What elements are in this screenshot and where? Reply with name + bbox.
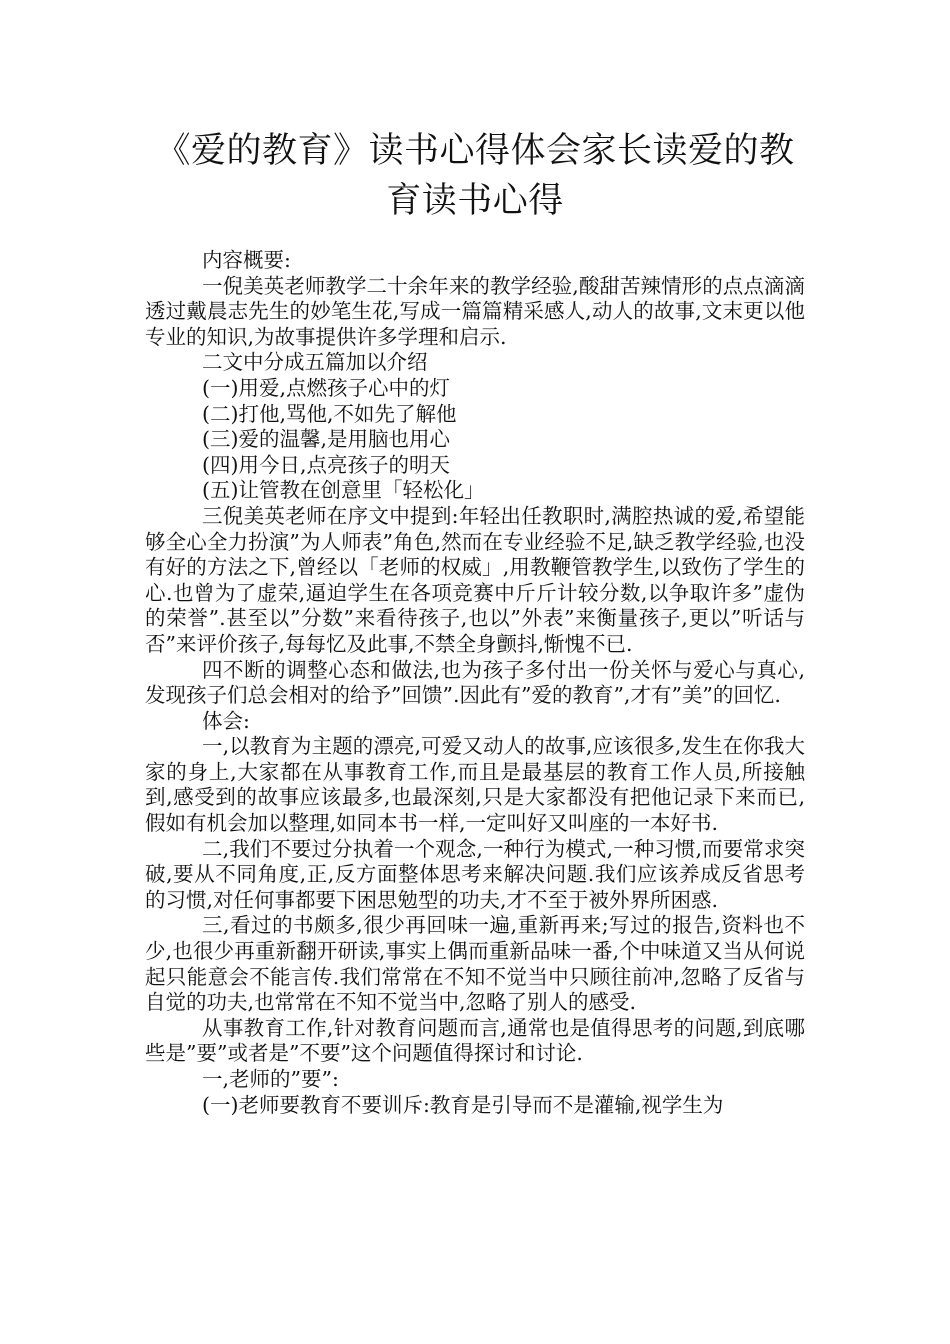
document-body: [145, 248, 805, 1118]
paragraph: 体会:: [202, 708, 250, 733]
paragraph: (一)用爱,点燃孩子心中的灯: [202, 375, 451, 400]
document-title: 《爱的教育》读书心得体会家长读爱的教育读书心得: [155, 131, 795, 221]
paragraph: (五)让管教在创意里「轻松化」: [202, 478, 485, 503]
paragraph: (四)用今日,点亮孩子的明天: [202, 452, 451, 477]
paragraph: 一,老师的”要”:: [202, 1067, 339, 1091]
paragraph: 三,看过的书颇多,很少再回味一遍,重新再来;写过的报告,资料也不少,也很少再重新翻开研读,事实上偶而重新品味一番,个中味道又当从何说起只能意会不能言传.我们常常在不知不觉当中只顾往前冲,忽略了反省与自觉的功夫,也常常在不知不觉当中,忽略了别人的感受.: [145, 913, 805, 1015]
paragraph: 二,我们不要过分执着一个观念,一种行为模式,一种习惯,而要常求突破,要从不同角度,正,反方面整体思考来解决问题.我们应该养成反省思考的习惯,对任何事都要下困思勉型的功夫,才不至于被外界所困惑.: [145, 836, 805, 912]
paragraph: 从事教育工作,针对教育问题而言,通常也是值得思考的问题,到底哪些是”要”或者是”不要”这个问题值得探讨和讨论.: [145, 1015, 805, 1066]
paragraph: 一倪美英老师教学二十余年来的教学经验,酸甜苦辣情形的点点滴滴透过戴晨志先生的妙笔生花,写成一篇篇精采感人,动人的故事,文末更以他专业的知识,为故事提供许多学理和启示.: [145, 273, 805, 349]
paragraph: 四不断的调整心态和做法,也为孩子多付出一份关怀与爱心与真心,发现孩子们总会相对的给予”回馈”.因此有”爱的教育”,才有”美”的回忆.: [145, 657, 805, 708]
paragraph: 内容概要:: [202, 248, 291, 272]
paragraph: (二)打他,骂他,不如先了解他: [202, 401, 457, 426]
paragraph: 二文中分成五篇加以介绍: [202, 350, 428, 375]
paragraph: 一,以教育为主题的漂亮,可爱又动人的故事,应该很多,发生在你我大家的身上,大家都在从事教育工作,而且是最基层的教育工作人员,所接触到,感受到的故事应该最多,也最深刻,只是大家都没有把他记录下来而已,假如有机会加以整理,如同本书一样,一定叫好又叫座的一本好书.: [145, 734, 805, 836]
paragraph: (三)爱的温馨,是用脑也用心: [202, 427, 451, 452]
paragraph: 三倪美英老师在序文中提到:年轻出任教职时,满腔热诚的爱,希望能够全心全力扮演”为人师表”角色,然而在专业经验不足,缺乏教学经验,也没有好的方法之下,曾经以「老师的权威」,用教鞭管教学生,以致伤了学生的心.也曾为了虚荣,逼迫学生在各项竞赛中斤斤计较分数,以争取许多”虚伪的荣誉”.甚至以”分数”来看待孩子,也以”外表”来衡量孩子,更以”听话与否”来评价孩子,每每忆及此事,不禁全身颤抖,惭愧不已.: [145, 503, 805, 656]
paragraph: (一)老师要教育不要训斥:教育是引导而不是灌输,视学生为: [202, 1092, 724, 1117]
